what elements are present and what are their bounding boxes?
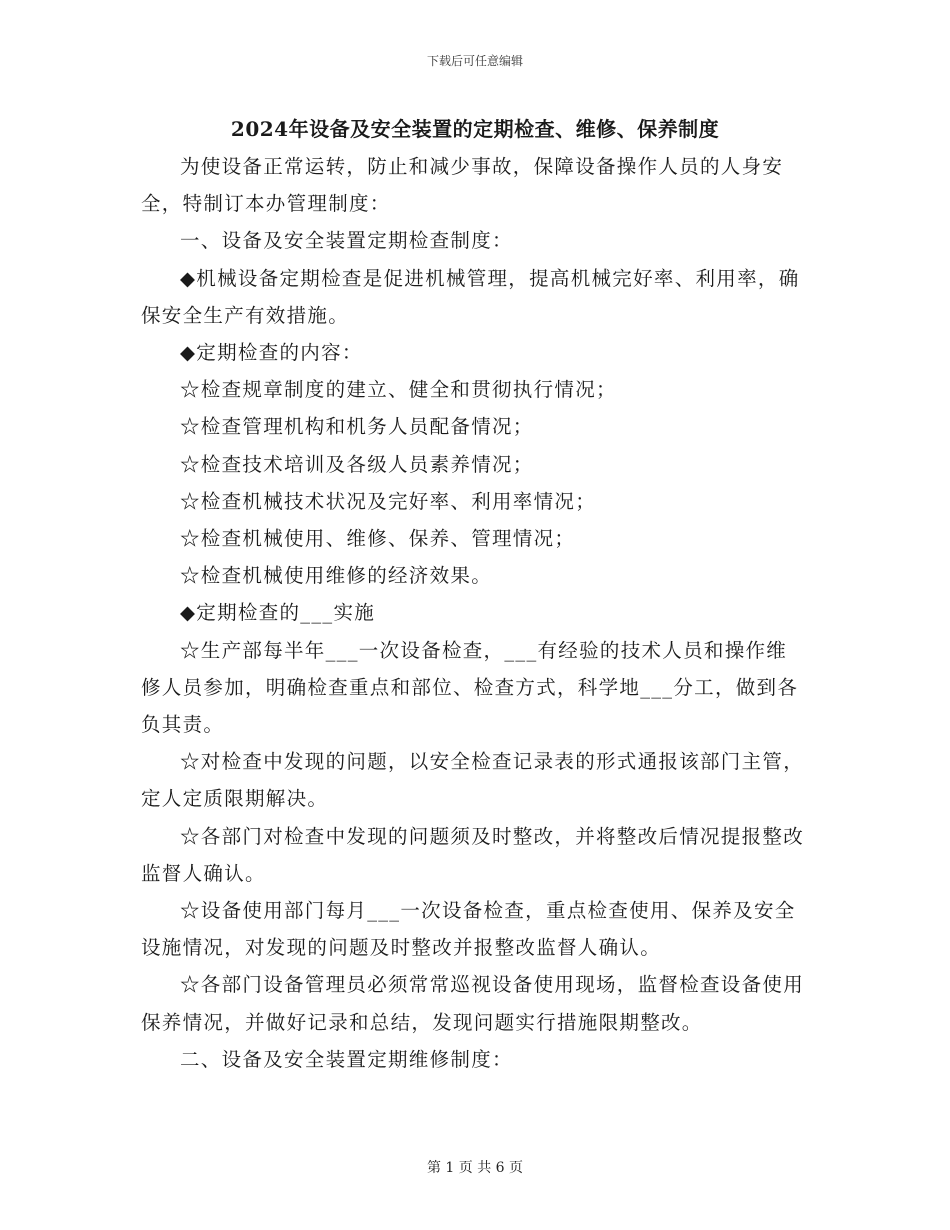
paragraph: 为使设备正常运转，防止和减少事故，保障设备操作人员的人身安全，特制订本办管理制度： <box>141 155 784 216</box>
list-item: ☆生产部每半年___一次设备检查，___有经验的技术人员和操作维修人员参加，明确检查重点和部位、检查方式，科学地___分工，做到各负其责。 <box>141 638 799 737</box>
list-item: ☆设备使用部门每月___一次设备检查，重点检查使用、保养及安全设施情况，对发现的问题及时整改并报整改监督人确认。 <box>141 899 796 960</box>
paragraph: ◆定期检查的___实施 <box>180 601 376 625</box>
list-item: ☆各部门设备管理员必须常常巡视设备使用现场，监督检查设备使用保养情况，并做好记录和总结，发现问题实行措施限期整改。 <box>141 973 805 1034</box>
section-heading: 二、设备及安全装置定期维修制度： <box>180 1047 513 1071</box>
list-item: ☆检查机械使用维修的经济效果。 <box>180 564 493 588</box>
list-item: ☆检查机械使用、维修、保养、管理情况； <box>180 527 576 551</box>
list-item: ☆检查机械技术状况及完好率、利用率情况； <box>180 489 597 513</box>
document-title: 2024年设备及安全装置的定期检查、维修、保养制度 <box>230 117 720 141</box>
document-body <box>141 148 805 1078</box>
paragraph: ◆定期检查的内容： <box>180 341 363 365</box>
list-item: ☆检查技术培训及各级人员素养情况； <box>180 452 534 476</box>
list-item: ☆各部门对检查中发现的问题须及时整改，并将整改后情况提报整改监督人确认。 <box>141 824 805 885</box>
page-header-note: 下载后可任意编辑 <box>426 54 523 68</box>
paragraph: ◆机械设备定期检查是促进机械管理，提高机械完好率、利用率，确保安全生产有效措施。 <box>141 266 800 327</box>
list-item: ☆检查管理机构和机务人员配备情况； <box>180 415 534 439</box>
section-heading: 一、设备及安全装置定期检查制度： <box>180 229 513 253</box>
page-footer-number: 第 1 页 共 6 页 <box>426 1160 524 1176</box>
list-item: ☆检查规章制度的建立、健全和贯彻执行情况； <box>180 378 617 402</box>
list-item: ☆对检查中发现的问题，以安全检查记录表的形式通报该部门主管，定人定质限期解决。 <box>141 750 805 811</box>
